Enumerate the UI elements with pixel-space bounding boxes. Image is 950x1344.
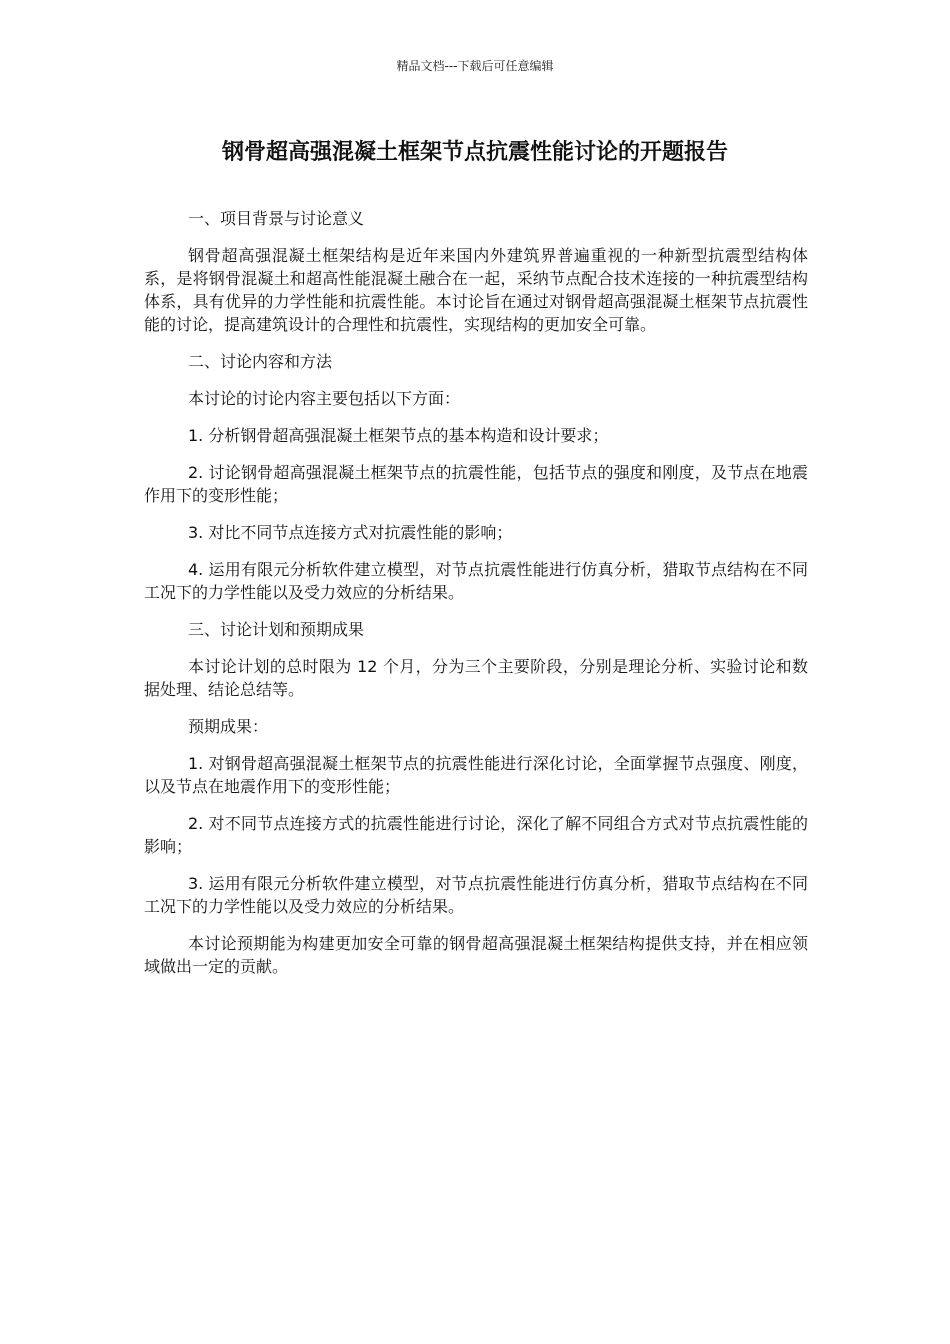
- document-body: [144, 207, 808, 992]
- paragraph-conclusion: 本讨论预期能为构建更加安全可靠的钢骨超高强混凝土框架结构提供支持，并在相应领域做出一定的贡献。: [144, 934, 808, 976]
- section-heading-plan-outcomes: 三、讨论计划和预期成果: [188, 620, 365, 639]
- document-title: 钢骨超高强混凝土框架节点抗震性能讨论的开题报告: [221, 140, 728, 165]
- section-heading-content-methods: 二、讨论内容和方法: [188, 352, 333, 371]
- paragraph-content-intro: 本讨论的讨论内容主要包括以下方面：: [188, 389, 461, 408]
- section-heading-background: 一、项目背景与讨论意义: [188, 209, 365, 228]
- list-item-content-3: 3. 对比不同节点连接方式对抗震性能的影响；: [188, 523, 513, 542]
- header-note: 精品文档---下载后可任意编辑: [396, 59, 554, 73]
- paragraph-plan: 本讨论计划的总时限为 12 个月，分为三个主要阶段，分别是理论分析、实验讨论和数据处理、结论总结等。: [144, 657, 808, 699]
- list-item-content-1: 1. 分析钢骨超高强混凝土框架节点的基本构造和设计要求；: [188, 426, 609, 445]
- list-item-outcome-1: 1. 对钢骨超高强混凝土框架节点的抗震性能进行深化讨论，全面掌握节点强度、刚度，以及节点在地震作用下的变形性能；: [144, 754, 808, 796]
- list-item-content-2: 2. 讨论钢骨超高强混凝土框架节点的抗震性能，包括节点的强度和刚度，及节点在地震作用下的变形性能；: [144, 463, 808, 505]
- list-item-outcome-3: 3. 运用有限元分析软件建立模型，对节点抗震性能进行仿真分析，猎取节点结构在不同工况下的力学性能以及受力效应的分析结果。: [144, 874, 808, 916]
- list-item-outcome-2: 2. 对不同节点连接方式的抗震性能进行讨论，深化了解不同组合方式对节点抗震性能的影响；: [144, 814, 808, 856]
- list-item-content-4: 4. 运用有限元分析软件建立模型，对节点抗震性能进行仿真分析，猎取节点结构在不同工况下的力学性能以及受力效应的分析结果。: [144, 560, 808, 602]
- paragraph-expected-label: 预期成果：: [188, 717, 269, 736]
- paragraph-background: 钢骨超高强混凝土框架结构是近年来国内外建筑界普遍重视的一种新型抗震型结构体系，是将钢骨混凝土和超高性能混凝土融合在一起，采纳节点配合技术连接的一种抗震型结构体系，具有优异的力学性能和抗震性能。本讨论旨在通过对钢骨超高强混凝土框架节点抗震性能的讨论，提高建筑设计的合理性和抗震性，实现结构的更加安全可靠。: [144, 246, 808, 334]
